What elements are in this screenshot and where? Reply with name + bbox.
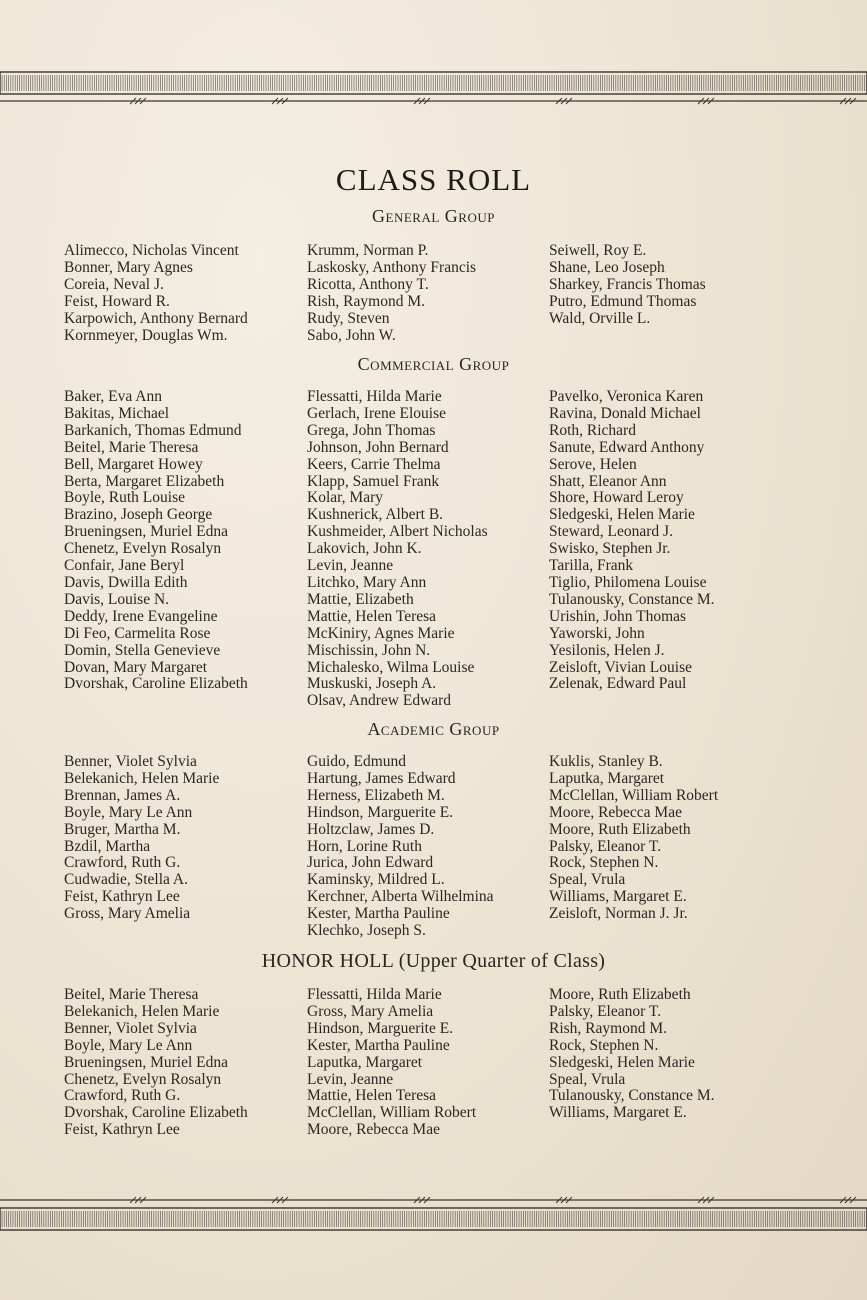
student-name: Hindson, Marguerite E. — [307, 803, 454, 821]
student-name: Lakovich, John K. — [307, 540, 422, 558]
student-name: Gross, Mary Amelia — [307, 1002, 434, 1020]
student-name: Feist, Kathryn Lee — [64, 1121, 180, 1139]
student-name: McClellan, William Robert — [549, 786, 719, 804]
student-name: Benner, Violet Sylvia — [64, 753, 197, 770]
student-name: Coreia, Neval J. — [64, 275, 164, 293]
academic-col-2 — [307, 754, 494, 940]
student-name: Boyle, Mary Le Ann — [64, 1036, 193, 1054]
student-name: Ricotta, Anthony T. — [307, 275, 429, 293]
student-name: Bonner, Mary Agnes — [64, 258, 193, 276]
student-name: Yesilonis, Helen J. — [549, 641, 665, 659]
student-name: Laskosky, Anthony Francis — [307, 258, 477, 276]
student-name: Olsav, Andrew Edward — [307, 692, 452, 710]
top-border-ornament — [0, 70, 867, 106]
student-name: Brueningsen, Muriel Edna — [64, 1053, 229, 1071]
student-name: Brazino, Joseph George — [64, 506, 213, 524]
student-name: Zeisloft, Norman J. Jr. — [549, 905, 688, 923]
general-group-heading: General Group — [372, 206, 495, 226]
student-name: Keers, Carrie Thelma — [307, 455, 441, 473]
student-name: Litchko, Mary Ann — [307, 573, 427, 591]
student-name: Tulanousky, Constance M. — [549, 590, 715, 608]
student-name: Baker, Eva Ann — [64, 388, 162, 405]
general-col-2 — [307, 243, 476, 344]
page-title: CLASS ROLL — [335, 162, 532, 197]
student-name: Kushnerick, Albert B. — [307, 506, 444, 524]
honor-roll-heading: HONOR HOLL (Upper Quarter of Class) — [261, 950, 606, 972]
student-name: Pavelko, Veronica Karen — [549, 388, 704, 405]
student-name: Kester, Martha Pauline — [307, 905, 450, 923]
general-col-3 — [549, 243, 706, 328]
student-name: Shatt, Eleanor Ann — [549, 472, 667, 490]
student-name: Klapp, Samuel Frank — [307, 472, 440, 490]
student-name: Johnson, John Bernard — [307, 438, 449, 456]
student-name: Serove, Helen — [549, 455, 637, 473]
student-name: Boyle, Ruth Louise — [64, 489, 185, 507]
student-name: Grega, John Thomas — [307, 421, 436, 439]
student-name: Rish, Raymond M. — [307, 292, 425, 310]
student-name: Swisko, Stephen Jr. — [549, 540, 671, 558]
student-name: Urishin, John Thomas — [549, 607, 687, 625]
student-name: Hartung, James Edward — [307, 769, 456, 787]
commercial-col-1 — [64, 389, 248, 693]
student-name: Wald, Orville L. — [549, 309, 651, 327]
student-name: Shore, Howard Leroy — [549, 489, 684, 507]
student-name: McClellan, William Robert — [307, 1104, 477, 1122]
student-name: Speal, Vrula — [549, 871, 626, 889]
student-name: Alimecco, Nicholas Vincent — [64, 242, 239, 259]
student-name: Gerlach, Irene Elouise — [307, 404, 447, 422]
student-name: Mattie, Helen Teresa — [307, 1087, 437, 1105]
general-col-1 — [64, 243, 248, 344]
student-name: Belekanich, Helen Marie — [64, 769, 220, 787]
student-name: Dvorshak, Caroline Elizabeth — [64, 675, 248, 693]
student-name: Levin, Jeanne — [307, 557, 394, 575]
student-name: Karpowich, Anthony Bernard — [64, 309, 248, 327]
student-name: Brennan, James A. — [64, 786, 181, 804]
student-name: Tarilla, Frank — [549, 557, 634, 575]
honor-col-2 — [307, 987, 476, 1139]
student-name: Kushmeider, Albert Nicholas — [307, 523, 488, 541]
student-name: Sharkey, Francis Thomas — [549, 275, 706, 293]
student-name: Chenetz, Evelyn Rosalyn — [64, 540, 222, 558]
student-name: Crawford, Ruth G. — [64, 854, 181, 872]
student-name: Kerchner, Alberta Wilhelmina — [307, 888, 494, 906]
student-name: Laputka, Margaret — [307, 1053, 423, 1071]
student-name: Berta, Margaret Elizabeth — [64, 472, 225, 490]
student-name: Chenetz, Evelyn Rosalyn — [64, 1070, 222, 1088]
student-name: Michalesko, Wilma Louise — [307, 658, 475, 676]
student-name: Benner, Violet Sylvia — [64, 1019, 197, 1037]
student-name: Rudy, Steven — [307, 309, 390, 327]
student-name: Gross, Mary Amelia — [64, 905, 191, 923]
student-name: Zelenak, Edward Paul — [549, 675, 687, 693]
student-name: Klechko, Joseph S. — [307, 922, 426, 940]
student-name: Bzdil, Martha — [64, 837, 151, 855]
student-name: Kornmeyer, Douglas Wm. — [64, 326, 228, 344]
student-name: Holtzclaw, James D. — [307, 820, 435, 838]
student-name: Feist, Kathryn Lee — [64, 888, 180, 906]
student-name: Di Feo, Carmelita Rose — [64, 624, 211, 642]
student-name: Mischissin, John N. — [307, 641, 431, 659]
student-name: Mattie, Elizabeth — [307, 590, 414, 608]
student-name: Kolar, Mary — [307, 489, 383, 507]
student-name: Rish, Raymond M. — [549, 1019, 667, 1037]
student-name: Rock, Stephen N. — [549, 1036, 659, 1054]
academic-col-1 — [64, 754, 219, 923]
student-name: Moore, Ruth Elizabeth — [549, 820, 691, 838]
student-name: Brueningsen, Muriel Edna — [64, 523, 229, 541]
student-name: Feist, Howard R. — [64, 292, 170, 310]
student-name: Laputka, Margaret — [549, 769, 665, 787]
student-name: Bakitas, Michael — [64, 404, 170, 422]
student-name: Sabo, John W. — [307, 326, 396, 344]
student-name: Jurica, John Edward — [307, 854, 434, 872]
student-name: Barkanich, Thomas Edmund — [64, 421, 242, 439]
student-name: Muskuski, Joseph A. — [307, 675, 437, 693]
student-name: Tiglio, Philomena Louise — [549, 573, 707, 591]
student-name: Zeisloft, Vivian Louise — [549, 658, 692, 676]
student-name: Davis, Louise N. — [64, 590, 170, 608]
student-name: Flessatti, Hilda Marie — [307, 388, 442, 405]
student-name: Boyle, Mary Le Ann — [64, 803, 193, 821]
student-name: Seiwell, Roy E. — [549, 242, 647, 259]
student-name: Shane, Leo Joseph — [549, 258, 665, 276]
student-name: Williams, Margaret E. — [549, 888, 687, 906]
student-name: Confair, Jane Beryl — [64, 557, 185, 575]
student-name: Yaworski, John — [549, 624, 645, 642]
student-name: Putro, Edmund Thomas — [549, 292, 697, 310]
commercial-col-2 — [307, 389, 488, 710]
student-name: Dvorshak, Caroline Elizabeth — [64, 1104, 248, 1122]
student-name: Davis, Dwilla Edith — [64, 573, 188, 591]
student-name: Crawford, Ruth G. — [64, 1087, 181, 1105]
student-name: Flessatti, Hilda Marie — [307, 986, 442, 1003]
student-name: Speal, Vrula — [549, 1070, 626, 1088]
commercial-group-heading: Commercial Group — [357, 354, 510, 374]
student-name: Palsky, Eleanor T. — [549, 837, 662, 855]
student-name: Sanute, Edward Anthony — [549, 438, 705, 456]
honor-col-1 — [64, 987, 248, 1139]
student-name: Ravina, Donald Michael — [549, 404, 701, 422]
student-name: Horn, Lorine Ruth — [307, 837, 422, 855]
commercial-col-3 — [549, 389, 714, 693]
student-name: Levin, Jeanne — [307, 1070, 394, 1088]
student-name: Sledgeski, Helen Marie — [549, 506, 695, 524]
student-name: Dovan, Mary Margaret — [64, 658, 208, 676]
student-name: Domin, Stella Genevieve — [64, 641, 221, 659]
student-name: Beitel, Marie Theresa — [64, 986, 199, 1003]
student-name: Kuklis, Stanley B. — [549, 753, 663, 770]
student-name: Moore, Rebecca Mae — [549, 803, 682, 821]
student-name: Belekanich, Helen Marie — [64, 1002, 220, 1020]
student-name: Hindson, Marguerite E. — [307, 1019, 454, 1037]
student-name: Rock, Stephen N. — [549, 854, 659, 872]
student-name: Krumm, Norman P. — [307, 242, 429, 259]
student-name: Bell, Margaret Howey — [64, 455, 203, 473]
student-name: Kaminsky, Mildred L. — [307, 871, 445, 889]
academic-col-3 — [549, 754, 718, 923]
student-name: Guido, Edmund — [307, 753, 407, 770]
student-name: Deddy, Irene Evangeline — [64, 607, 218, 625]
student-name: Mattie, Helen Teresa — [307, 607, 437, 625]
student-name: McKiniry, Agnes Marie — [307, 624, 455, 642]
student-name: Kester, Martha Pauline — [307, 1036, 450, 1054]
academic-group-heading: Academic Group — [367, 719, 500, 739]
student-name: Roth, Richard — [549, 421, 636, 439]
student-name: Cudwadie, Stella A. — [64, 871, 188, 889]
student-name: Bruger, Martha M. — [64, 820, 181, 838]
student-name: Herness, Elizabeth M. — [307, 786, 445, 804]
student-name: Tulanousky, Constance M. — [549, 1087, 715, 1105]
student-name: Williams, Margaret E. — [549, 1104, 687, 1122]
student-name: Moore, Rebecca Mae — [307, 1121, 440, 1139]
bottom-border-ornament — [0, 1196, 867, 1232]
student-name: Moore, Ruth Elizabeth — [549, 986, 691, 1003]
student-name: Sledgeski, Helen Marie — [549, 1053, 695, 1071]
student-name: Steward, Leonard J. — [549, 523, 673, 541]
student-name: Palsky, Eleanor T. — [549, 1002, 662, 1020]
student-name: Beitel, Marie Theresa — [64, 438, 199, 456]
honor-col-3 — [549, 987, 714, 1122]
